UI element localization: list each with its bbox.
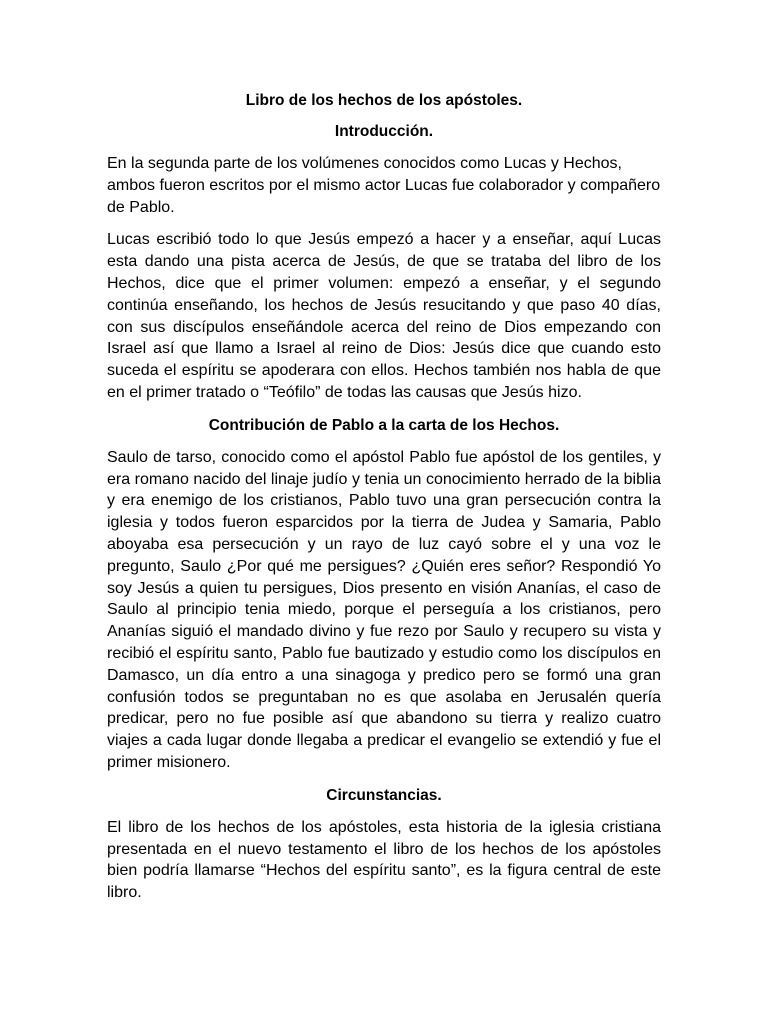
paragraph-contribucion-1: Saulo de tarso, conocido como el apóstol Pablo fue apóstol de los gentiles, y era romano nacido del linaje judío y tenia un conocimiento herrado de la biblia y era enemigo de los cristianos, Pablo tuvo una gran persecución contra la iglesia y todos fueron esparcidos por la tierra de Judea y Samaria, Pablo aboyaba esa persecución y un rayo de luz cayó sobre el y una voz le pregunto, Saulo ¿Por qué me persigues? ¿Quién eres señor? Respondió Yo soy Jesús a quien tu persigues, Dios presento en visión Ananías, el caso de Saulo al principio tenia miedo, porque el perseguía a los cristianos, pero Ananías siguió el mandado divino y fue rezo por Saulo y recupero su vista y recibió el espíritu santo, Pablo fue bautizado y estudio como los discípulos en Damasco, un día entro a una sinagoga y predico pero se formó una gran confusión todos se preguntaban no es que asolaba en Jerusalén quería predicar, pero no fue posible así que abandono su tierra y realizo cuatro viajes a cada lugar donde llegaba a predicar el evangelio se extendió y fue el primer misionero.	[107, 448, 661, 771]
paragraph-introduccion-1: En la segunda parte de los volúmenes conocidos como Lucas y Hechos, ambos fueron escritos por el mismo actor Lucas fue colaborador y compañero de Pablo.	[107, 155, 661, 216]
section-heading-circunstancias: Circunstancias.	[326, 786, 442, 804]
paragraph-introduccion-2: Lucas escribió todo lo que Jesús empezó a hacer y a enseñar, aquí Lucas esta dando una pista acerca de Jesús, de que se trataba del libro de los Hechos, dice que el primer volumen: empezó a enseñar, y el segundo continúa enseñando, los hechos de Jesús resucitando y que paso 40 días, con sus discípulos enseñándole acerca del reino de Dios empezando con Israel así que llamo a Israel al reino de Dios: Jesús dice que cuando esto suceda el espíritu se apoderara con ellos. Hechos también nos habla de que en el primer tratado o “Teófilo” de todas las causas que Jesús hizo.	[107, 231, 661, 401]
document-body	[107, 90, 661, 915]
section-heading-contribucion: Contribución de Pablo a la carta de los Hechos.	[208, 416, 560, 434]
document-title: Libro de los hechos de los apóstoles.	[245, 92, 523, 109]
section-heading-introduccion: Introducción.	[334, 123, 434, 140]
paragraph-circunstancias-1: El libro de los hechos de los apóstoles, esta historia de la iglesia cristiana presentada en el nuevo testamento el libro de los hechos de los apóstoles bien podría llamarse “Hechos del espíritu santo”, es la figura central de este libro.	[107, 818, 661, 902]
